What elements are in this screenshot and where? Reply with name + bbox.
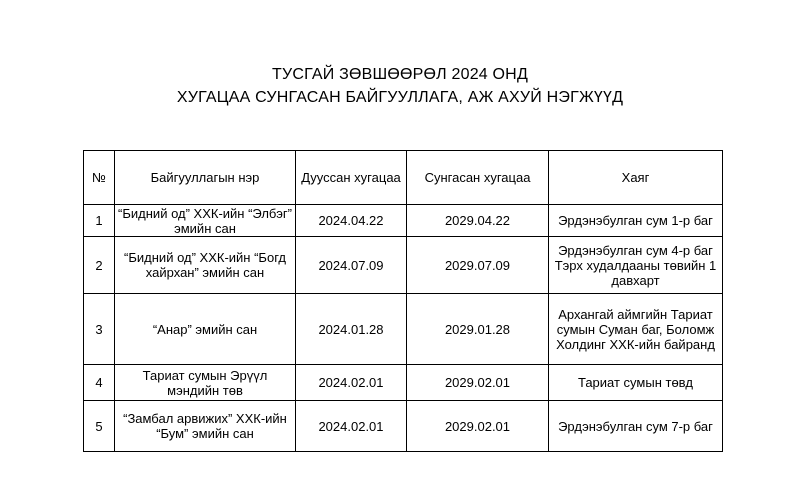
cell-extended-date: 2029.01.28 xyxy=(407,294,549,365)
cell-organization-name: “Бидний од” ХХК-ийн “Богд хайрхан” эмийн сан xyxy=(115,237,296,294)
table-header-row xyxy=(84,151,723,205)
header-number: № xyxy=(84,151,115,205)
cell-number: 5 xyxy=(84,401,115,452)
document-title-line-1: ТУСГАЙ ЗӨВШӨӨРӨЛ 2024 ОНД xyxy=(272,66,528,83)
cell-number: 1 xyxy=(84,205,115,237)
cell-number: 4 xyxy=(84,365,115,401)
header-address: Хаяг xyxy=(549,151,723,205)
header-organization-name: Байгууллагын нэр xyxy=(115,151,296,205)
header-expired-date: Дууссан хугацаа xyxy=(296,151,407,205)
table-row xyxy=(84,294,723,365)
header-extended-date: Сунгасан хугацаа xyxy=(407,151,549,205)
cell-organization-name: “Бидний од” ХХК-ийн “Элбэг” эмийн сан xyxy=(115,205,296,237)
cell-extended-date: 2029.04.22 xyxy=(407,205,549,237)
cell-extended-date: 2029.02.01 xyxy=(407,401,549,452)
table-row xyxy=(84,237,723,294)
cell-organization-name: Тариат сумын Эрүүл мэндийн төв xyxy=(115,365,296,401)
cell-number: 3 xyxy=(84,294,115,365)
cell-address: Архангай аймгийн Тариат сумын Суман баг, Боломж Холдинг ХХК-ийн байранд xyxy=(549,294,723,365)
document-title-line-2: ХУГАЦАА СУНГАСАН БАЙГУУЛЛАГА, АЖ АХУЙ НЭГЖҮҮД xyxy=(176,89,624,106)
cell-number: 2 xyxy=(84,237,115,294)
cell-organization-name: “Анар” эмийн сан xyxy=(115,294,296,365)
cell-extended-date: 2029.02.01 xyxy=(407,365,549,401)
cell-address: Тариат сумын төвд xyxy=(549,365,723,401)
cell-extended-date: 2029.07.09 xyxy=(407,237,549,294)
cell-address: Эрдэнэбулган сум 4-р баг Тэрх худалдааны төвийн 1 давхарт xyxy=(549,237,723,294)
cell-expired-date: 2024.04.22 xyxy=(296,205,407,237)
cell-expired-date: 2024.01.28 xyxy=(296,294,407,365)
cell-address: Эрдэнэбулган сум 1-р баг xyxy=(549,205,723,237)
table-row xyxy=(84,365,723,401)
cell-expired-date: 2024.07.09 xyxy=(296,237,407,294)
license-extension-table xyxy=(83,150,723,452)
cell-address: Эрдэнэбулган сум 7-р баг xyxy=(549,401,723,452)
table-row xyxy=(84,401,723,452)
cell-expired-date: 2024.02.01 xyxy=(296,365,407,401)
table-row xyxy=(84,205,723,237)
cell-expired-date: 2024.02.01 xyxy=(296,401,407,452)
cell-organization-name: “Замбал арвижих” ХХК-ийн “Бум” эмийн сан xyxy=(115,401,296,452)
